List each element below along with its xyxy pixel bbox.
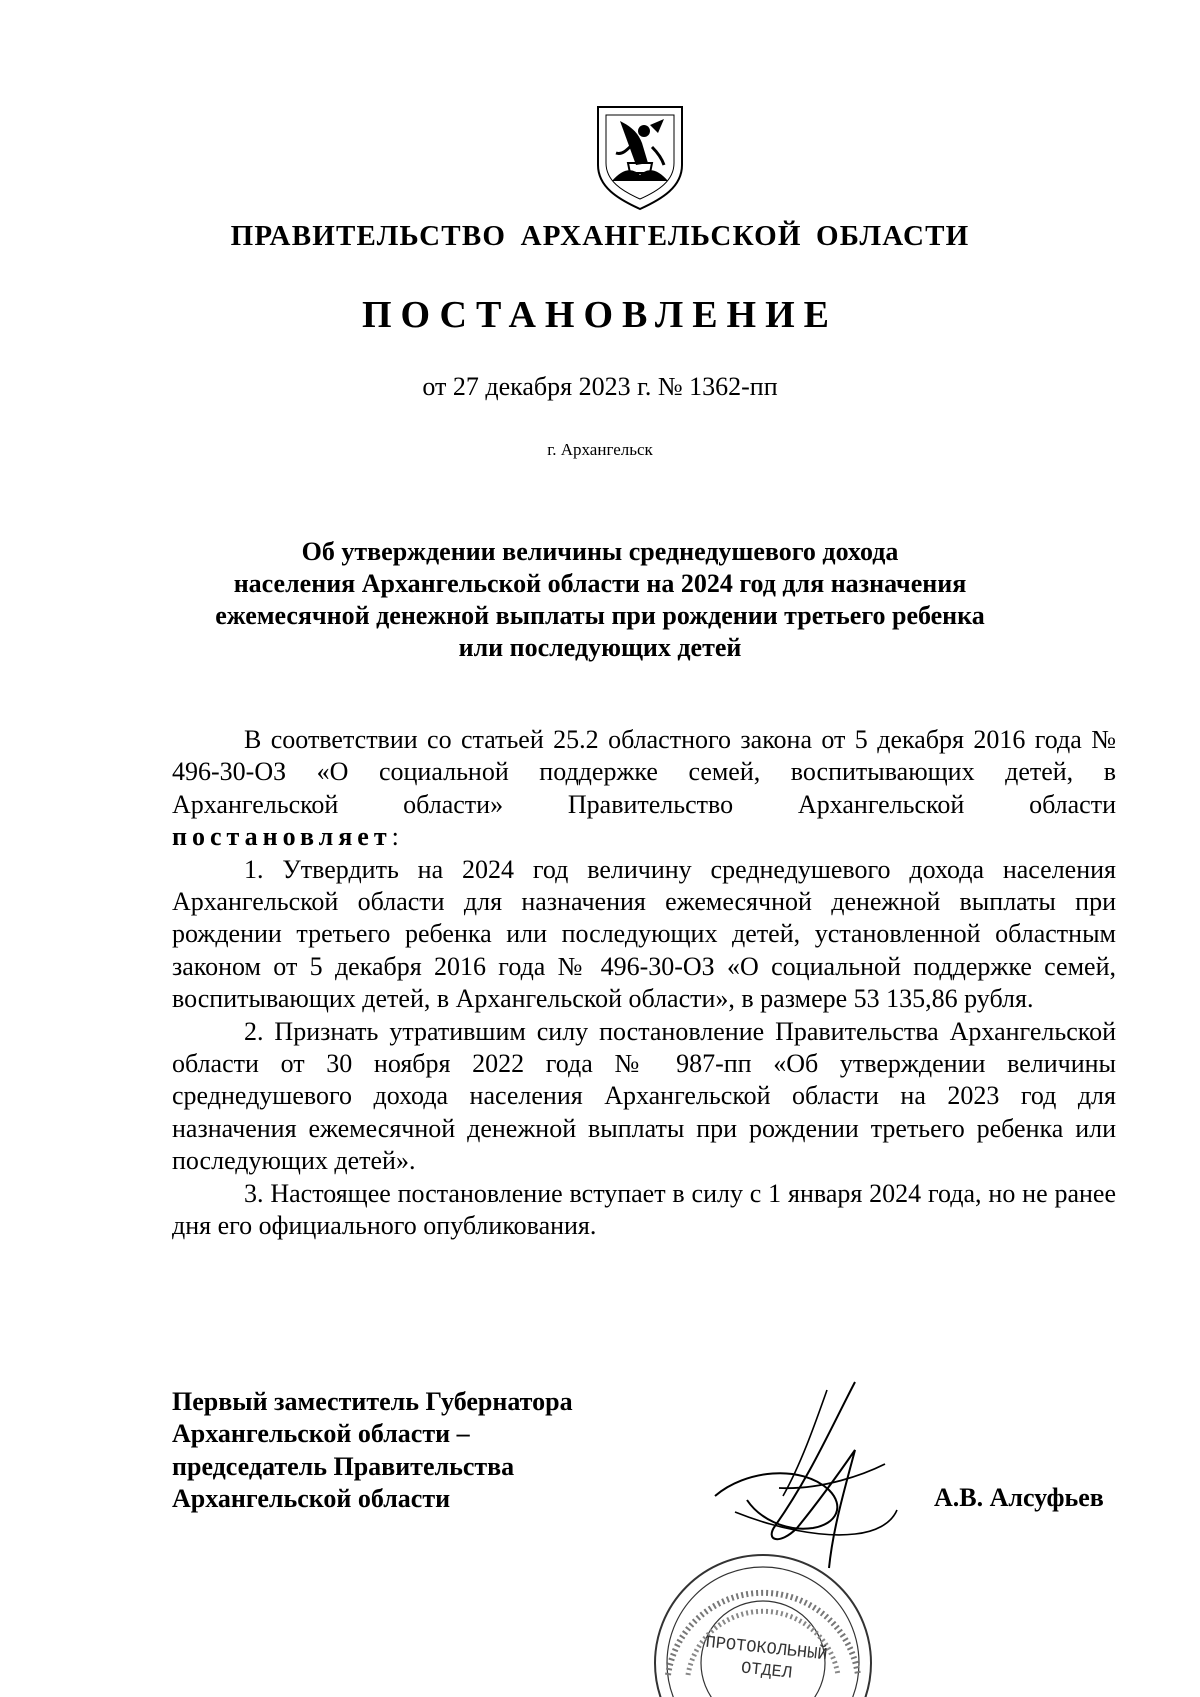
position-line: Архангельской области – xyxy=(172,1419,470,1449)
document-date-number: от 27 декабря 2023 г. № 1362-пп xyxy=(422,372,778,401)
title-line: или последующих детей xyxy=(458,633,742,662)
handwritten-signature xyxy=(705,1378,905,1593)
document-city: г. Архангельск xyxy=(547,440,653,459)
title-line: Об утверждении величины среднедушевого дохода xyxy=(301,537,899,566)
title-line: ежемесячной денежной выплаты при рождении третьего ребенка xyxy=(215,601,985,630)
preamble-paragraph xyxy=(172,724,1116,854)
position-line: Архангельской области xyxy=(172,1484,451,1514)
item-1-paragraph: 1. Утвердить на 2024 год величину среднедушевого дохода населения Архангельской области для назначения ежемесячной денежной выплаты при рождении третьего ребенка или последующих детей, установленной областным законом от 5 декабря 2016 года № 496-30-ОЗ «О социальной поддержке семей, воспитывающих детей, в Архангельской области», в размере 53 135,86 рубля. xyxy=(172,854,1116,1014)
item-2-paragraph: 2. Признать утратившим силу постановление Правительства Архангельской области от 30 ноября 2022 года № 987-пп «Об утверждении величины среднедушевого дохода населения Архангельской области на 2023 год для назначения ежемесячной денежной выплаты при рождении третьего ребенка или последующих детей». xyxy=(172,1016,1116,1176)
decree-colon: : xyxy=(391,822,399,852)
coat-of-arms-icon xyxy=(592,103,688,213)
stamp-text: ПРОТОКОЛЬНЫЙ xyxy=(704,1633,829,1666)
stamp-text: ОТДЕЛ xyxy=(740,1659,793,1684)
document-type: ПОСТАНОВЛЕНИЕ xyxy=(361,294,839,336)
preamble-text: В соответствии со статьей 25.2 областного закона от 5 декабря 2016 года № 496-30-ОЗ «О социальной поддержке семей, воспитывающих детей, в Архангельской области» Правительство Архангельской области xyxy=(172,725,1116,819)
document-body xyxy=(172,724,1116,1243)
document-title xyxy=(150,536,1050,664)
government-name: ПРАВИТЕЛЬСТВО АРХАНГЕЛЬСКОЙ ОБЛАСТИ xyxy=(230,220,970,252)
item-3-paragraph: 3. Настоящее постановление вступает в силу с 1 января 2024 года, но не ранее дня его официального опубликования. xyxy=(172,1178,1116,1241)
signatory-name: А.В. Алсуфьев xyxy=(934,1483,1104,1512)
title-line: населения Архангельской области на 2024 год для назначения xyxy=(233,569,967,598)
decree-word: постановляет xyxy=(172,822,392,852)
position-line: председатель Правительства xyxy=(172,1451,515,1481)
signatory-position xyxy=(172,1386,573,1516)
position-line: Первый заместитель Губернатора xyxy=(172,1387,573,1416)
